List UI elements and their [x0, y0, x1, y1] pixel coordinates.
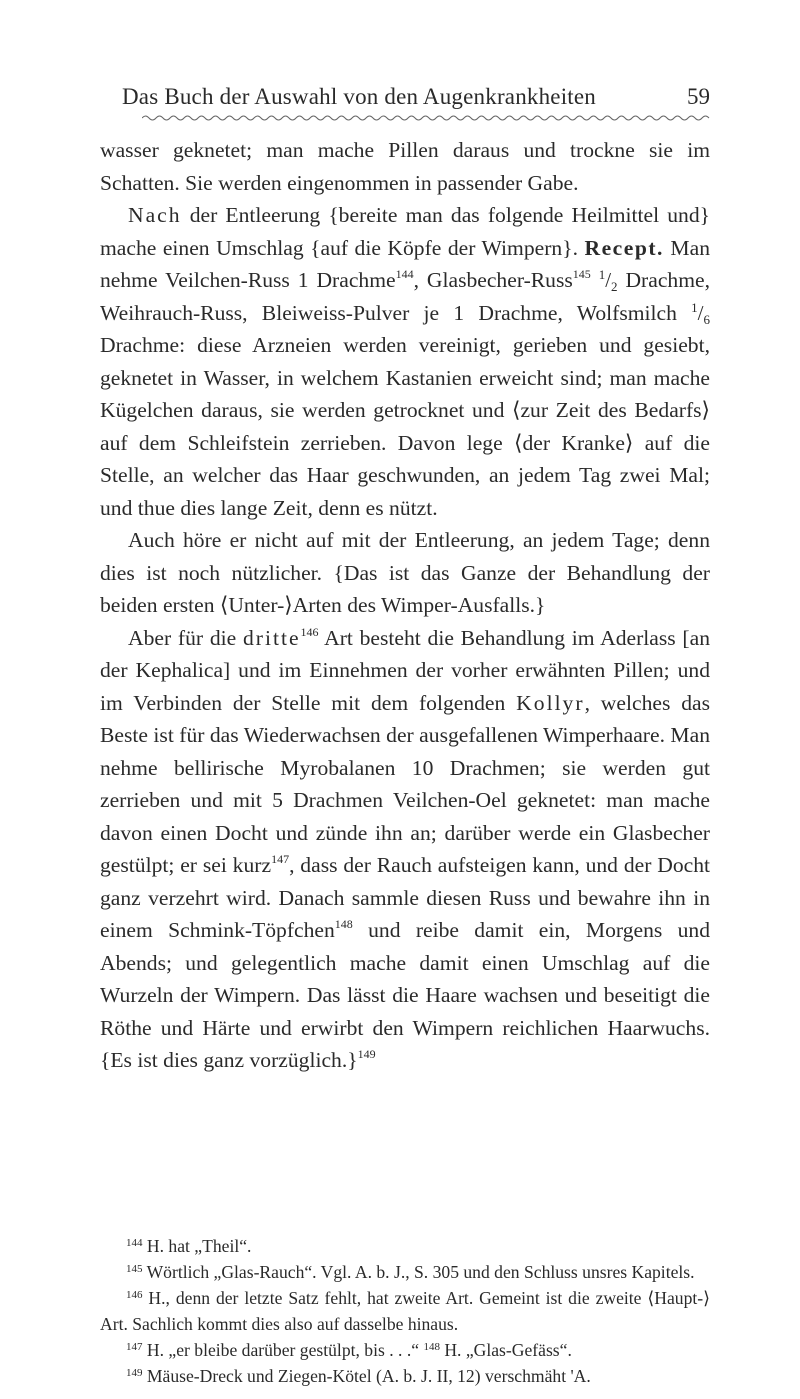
- text-run: , dass der Rauch aufsteigen kann, und der Docht ganz verzehrt wird. Danach sammle diesen Russ und bewahre ihn in einem Schmink-Töpfchen: [100, 853, 711, 942]
- footnote-number: 149: [126, 1367, 143, 1379]
- fraction-sixth: $^1/_6$: [691, 299, 710, 327]
- running-header: [100, 84, 710, 118]
- fraction-denominator: 6: [703, 311, 710, 327]
- paragraph-1: wasser geknetet; man mache Pillen daraus und trockne sie im Schatten. Sie werden eingenommen in passender Gabe.: [100, 138, 710, 195]
- fraction-half: $^1/_2$: [598, 267, 618, 294]
- footnotes: [100, 1233, 710, 1389]
- fraction-numerator: 1: [691, 299, 698, 315]
- spaced-word: dritte: [242, 625, 301, 650]
- footnote-145: [100, 1259, 710, 1285]
- footnote-147-148: [100, 1337, 710, 1363]
- paragraph-2: [100, 199, 710, 524]
- text-run: Drachme, Weihrauch-Russ, Bleiweiss-Pulver je 1 Drachme, Wolfsmilch: [100, 268, 710, 325]
- spaced-word: Kollyr: [516, 690, 585, 715]
- footnote-number: 147: [126, 1341, 143, 1353]
- footnote-146: [100, 1285, 710, 1337]
- ornamental-rule: [142, 114, 712, 122]
- footnote-text: H. hat „Theil“.: [142, 1236, 252, 1256]
- text-run: , Glasbecher-Russ: [413, 268, 573, 292]
- text-run: Aber für die: [128, 625, 243, 650]
- running-title: Das Buch der Auswahl von den Augenkrankheiten: [122, 84, 597, 109]
- paragraph-3: Auch höre er nicht auf mit der Entleerung, an jedem Tage; denn dies ist noch nützlicher. {Das ist das Ganze der Behandlung der beiden ersten ⟨Unter-⟩Arten des Wimper-Ausfalls.}: [100, 528, 710, 617]
- paragraph-4: [100, 622, 710, 1077]
- spaced-word: Nach: [128, 203, 182, 227]
- main-text: [100, 134, 710, 1077]
- text-run: Man nehme Veilchen-Russ 1 Drachme: [100, 235, 710, 292]
- footnote-ref-148: 148: [334, 917, 353, 931]
- footnote-text: H., denn der letzte Satz fehlt, hat zweite Art. Gemeint ist die zweite ⟨Haupt-⟩Art. Sachlich kommt dies also auf dasselbe hinaus.: [100, 1288, 710, 1334]
- footnote-text: H. „Glas-Gefäss“.: [439, 1340, 572, 1360]
- footnote-text: H. „er bleibe darüber gestülpt, bis . . .“: [142, 1340, 424, 1360]
- wavy-line: [142, 116, 709, 120]
- text-run: , welches das Beste ist für das Wiederwachsen der ausgefallenen Wimperhaare. Man nehme bellirische Myrobalanen 10 Drachmen; sie werden gut zerrieben und mit 5 Drachmen Veilchen-Oel geknetet: man mache davon einen Docht und zünde ihn an; darüber werde ein Glasbecher gestülpt; er sei kurz: [100, 690, 710, 877]
- footnote-ref-145: 145: [572, 267, 591, 281]
- footnote-ref-146: 146: [300, 624, 319, 639]
- footnote-number: 146: [126, 1289, 143, 1301]
- footnote-number: 144: [126, 1237, 143, 1249]
- fraction-denominator: 2: [611, 279, 618, 294]
- footnote-144: [100, 1233, 710, 1259]
- text-run: der Entleerung {bereite man das folgende Heilmittel und} mache einen Umschlag {auf die Köpfe der Wimpern}.: [100, 203, 710, 260]
- text-run: und reibe damit ein, Morgens und Abends; und gelegentlich mache damit einen Umschlag auf die Wurzeln der Wimpern. Das lässt die Haare wachsen und beseitigt die Röthe und Härte und erwirbt den Wimpern reichlichen Haarwuchs. {Es ist dies ganz vorzüglich.}: [100, 918, 710, 1072]
- fraction-numerator: 1: [598, 267, 606, 282]
- footnote-ref-149: 149: [357, 1047, 376, 1061]
- footnote-149: [100, 1363, 710, 1389]
- text-run: Art besteht die Behandlung im Aderlass [an der Kephalica] und im Einnehmen der vorher erwähnten Pillen; und im Verbinden der Stelle mit dem folgenden: [100, 625, 710, 715]
- text-run: Drachme: diese Arzneien werden vereinigt, gerieben und gesiebt, geknetet in Wasser, in welchem Kastanien erweicht sind; man mache Kügelchen daraus, sie werden getrocknet und ⟨zur Zeit des Bedarfs⟩ auf dem Schleifstein zerrieben. Davon lege ⟨der Kranke⟩ auf die Stelle, an welcher das Haar geschwunden, an jedem Tag zwei Mal; und thue dies lange Zeit, denn es nützt.: [100, 333, 710, 520]
- footnote-text: Mäuse-Dreck und Ziegen-Kötel (A. b. J. II, 12) verschmäht 'A.: [142, 1366, 591, 1386]
- footnote-number: 148: [423, 1341, 440, 1353]
- page-number: 59: [687, 84, 710, 109]
- footnote-number: 145: [126, 1263, 143, 1275]
- footnote-text: Wörtlich „Glas-Rauch“. Vgl. A. b. J., S. 305 und den Schluss unsres Kapitels.: [142, 1262, 695, 1282]
- recept-label: Recept.: [584, 235, 664, 260]
- footnote-ref-147: 147: [271, 852, 290, 866]
- footnote-ref-144: 144: [395, 267, 414, 281]
